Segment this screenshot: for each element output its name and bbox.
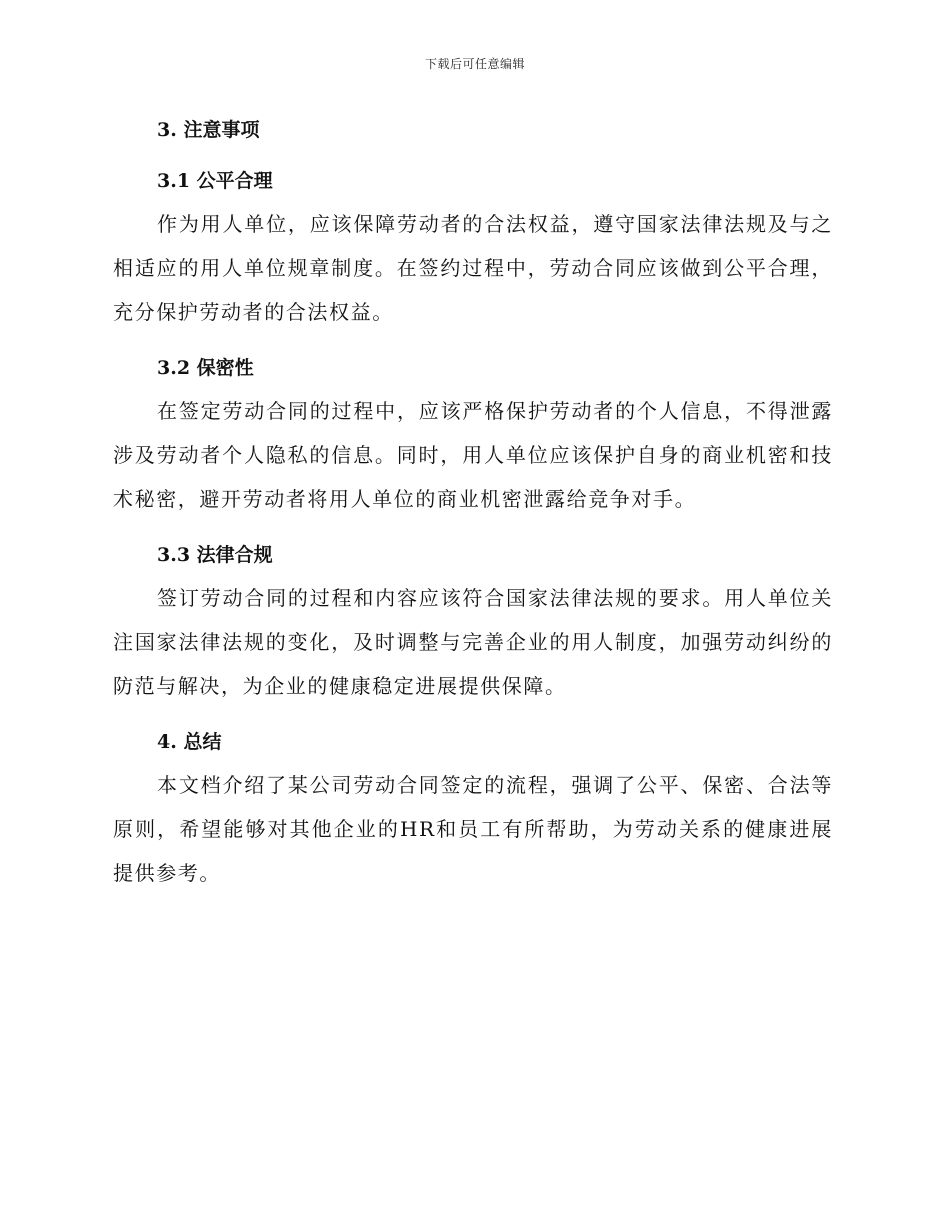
section-heading-3-1: 3.1 公平合理 [157, 170, 273, 192]
paragraph-fairness: 作为用人单位，应该保障劳动者的合法权益，遵守国家法律法规及与之相适应的用人单位规章制度。在签约过程中，劳动合同应该做到公平合理，充分保护劳动者的合法权益。 [113, 212, 833, 324]
paragraph-confidentiality: 在签定劳动合同的过程中，应该严格保护劳动者的个人信息，不得泄露涉及劳动者个人隐私的信息。同时，用人单位应该保护自身的商业机密和技术秘密，避开劳动者将用人单位的商业机密泄露给竞争对手。 [113, 399, 833, 511]
page-header: 下载后可任意编辑 [424, 57, 525, 71]
document-body [113, 110, 833, 895]
section-heading-3-3: 3.3 法律合规 [157, 544, 273, 566]
paragraph-summary: 本文档介绍了某公司劳动合同签定的流程，强调了公平、保密、合法等原则，希望能够对其他企业的HR和员工有所帮助，为劳动关系的健康进展提供参考。 [113, 773, 833, 885]
section-heading-4: 4. 总结 [157, 731, 222, 753]
section-heading-3-2: 3.2 保密性 [157, 357, 254, 379]
paragraph-legal-compliance: 签订劳动合同的过程和内容应该符合国家法律法规的要求。用人单位关注国家法律法规的变化，及时调整与完善企业的用人制度，加强劳动纠纷的防范与解决，为企业的健康稳定进展提供保障。 [113, 586, 833, 698]
section-heading-3: 3. 注意事项 [157, 119, 260, 141]
